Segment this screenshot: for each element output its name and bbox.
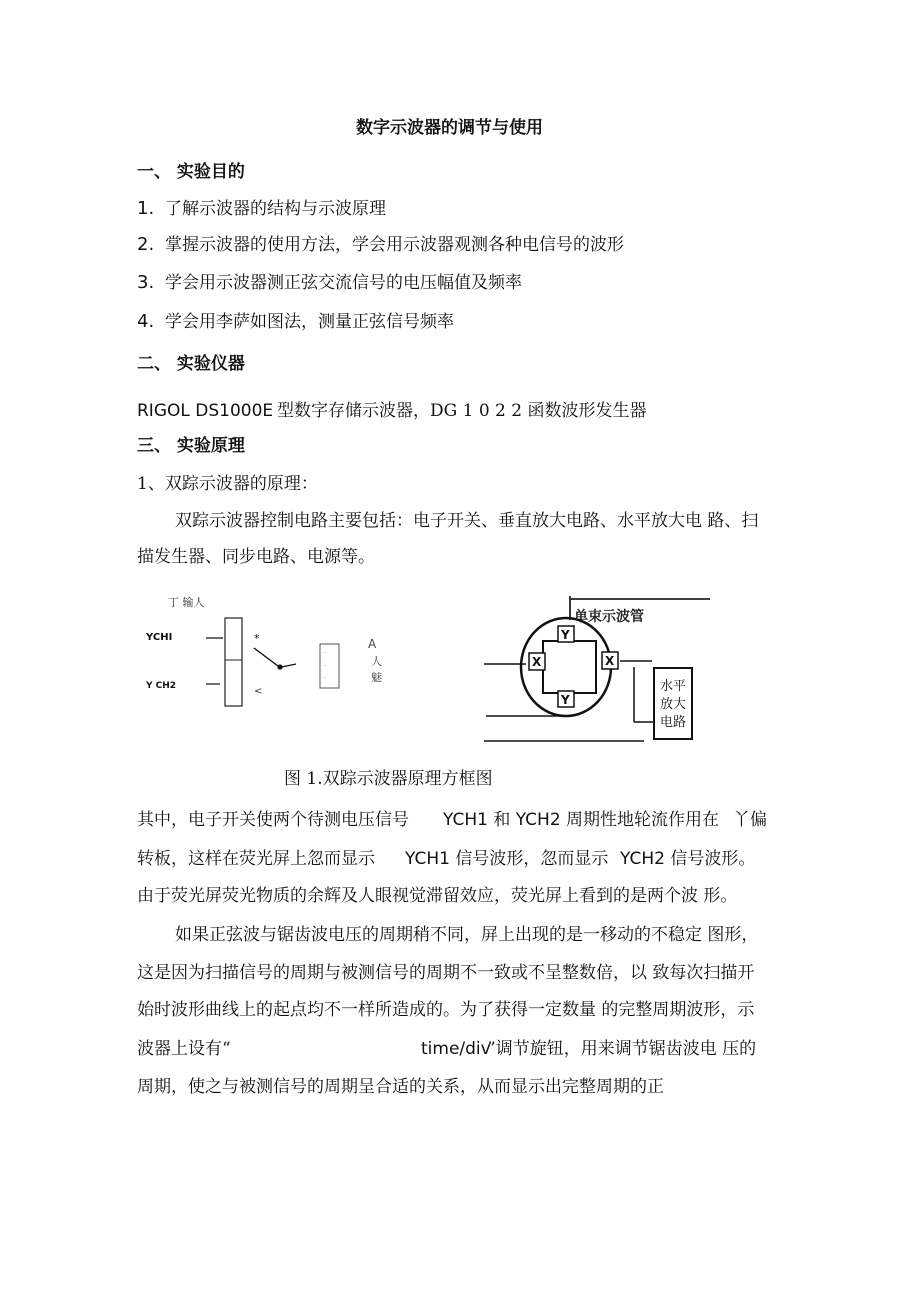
switch-arm (254, 648, 278, 666)
display-dot: · (324, 662, 327, 670)
list-item: 了解示波器的结构与示波原理 (165, 199, 386, 219)
tube-label: 单束示波管 (574, 609, 644, 625)
amplifier-label: 水平 (660, 679, 687, 694)
figure-caption: 图 1.双踪示波器原理方框图 (284, 769, 493, 789)
list-item-number: 4. (137, 311, 155, 332)
x-plate-right-label: X (605, 654, 615, 668)
instrument-model: RIGOL DS1000E (137, 401, 274, 421)
y-plate-top-label: Y (561, 628, 570, 642)
amplifier-label: 电路 (660, 715, 687, 730)
paragraph-line: 始时波形曲线上的起点均不一样所造成的。为了获得一定数量 的完整周期波形，示 (137, 1000, 755, 1020)
section-heading-principle: 三、 实验原理 (137, 436, 245, 456)
list-item-number: 2. (137, 234, 155, 255)
paragraph-line: YCH2 信号波形。 (620, 849, 756, 869)
x-plate-left-label: X (532, 655, 542, 669)
paragraph-line: 周期，使之与被测信号的周期呈合适的关系，从而显示出完整周期的正 (137, 1077, 664, 1097)
switch-mark-star: * (254, 632, 260, 645)
display-dot: · (324, 674, 327, 682)
y-plate-bottom-label: Y (561, 693, 570, 707)
amplifier-label: 放大 (660, 697, 687, 712)
instrument-description: 型数字存储示波器，DG 1 0 2 2 函数波形发生器 (277, 401, 647, 421)
paragraph-line: 波器上设有“ (137, 1039, 231, 1059)
section-heading-instruments: 二、 实验仪器 (137, 354, 245, 374)
paragraph-line: time/div (421, 1039, 491, 1059)
crt-tube-diagram (484, 596, 710, 750)
paragraph-line: 丫偏 (733, 810, 767, 830)
side-label-b: 人 (371, 655, 382, 668)
list-item: 学会用示波器测正弦交流信号的电压幅值及频率 (165, 273, 522, 293)
side-label-c: 魅 (371, 671, 382, 684)
section-heading-purpose: 一、 实验目的 (137, 162, 245, 182)
display-dot: · (324, 649, 327, 657)
amplifier-block (225, 618, 242, 706)
paragraph-line: 其中，电子开关使两个待测电压信号 (137, 810, 409, 830)
list-item-number: 1. (137, 198, 155, 219)
list-item: 掌握示波器的使用方法，学会用示波器观测各种电信号的波形 (165, 235, 624, 255)
switch-output (282, 664, 296, 667)
ch1-label: YCHI (146, 632, 173, 643)
paragraph-line: 描发生器、同步电路、电源等。 (137, 547, 375, 567)
paragraph-line: YCH1 和 YCH2 周期性地轮流作用在 (443, 810, 720, 830)
list-item: 学会用李萨如图法，测量正弦信号频率 (165, 312, 454, 332)
list-item-number: 3. (137, 272, 155, 293)
paragraph-line: 如果正弦波与锯齿波电压的周期稍不同，屏上出现的是一移动的不稳定 图形， (175, 925, 759, 945)
paragraph-line: 由于荧光屏荧光物质的余辉及人眼视觉滞留效应，荧光屏上看到的是两个波 形。 (137, 886, 738, 906)
page-title: 数字示波器的调节与使用 (356, 118, 543, 138)
paragraph-line: ”调节旋钮，用来调节锯齿波电 压的 (487, 1039, 757, 1059)
paragraph-line: YCH1 信号波形，忽而显示 (405, 849, 609, 869)
deflection-plates (543, 641, 596, 693)
paragraph-line: 这是因为扫描信号的周期与被测信号的周期不一致或不呈整数倍，以 致每次扫描开 (137, 963, 755, 983)
side-label-a: A (368, 637, 377, 651)
input-label: 丁 输人 (168, 596, 205, 609)
electronic-switch-diagram (140, 590, 400, 720)
switch-pivot (277, 664, 282, 669)
switch-mark-lt: < (254, 686, 263, 697)
ch2-label: Y CH2 (146, 681, 177, 691)
paragraph-line: 双踪示波器控制电路主要包括：电子开关、垂直放大电路、水平放大电 路、扫 (175, 511, 759, 531)
display-block (320, 644, 339, 688)
subsection-heading: 1、双踪示波器的原理： (137, 474, 318, 494)
paragraph-line: 转板，这样在荧光屏上忽而显示 (137, 849, 375, 869)
